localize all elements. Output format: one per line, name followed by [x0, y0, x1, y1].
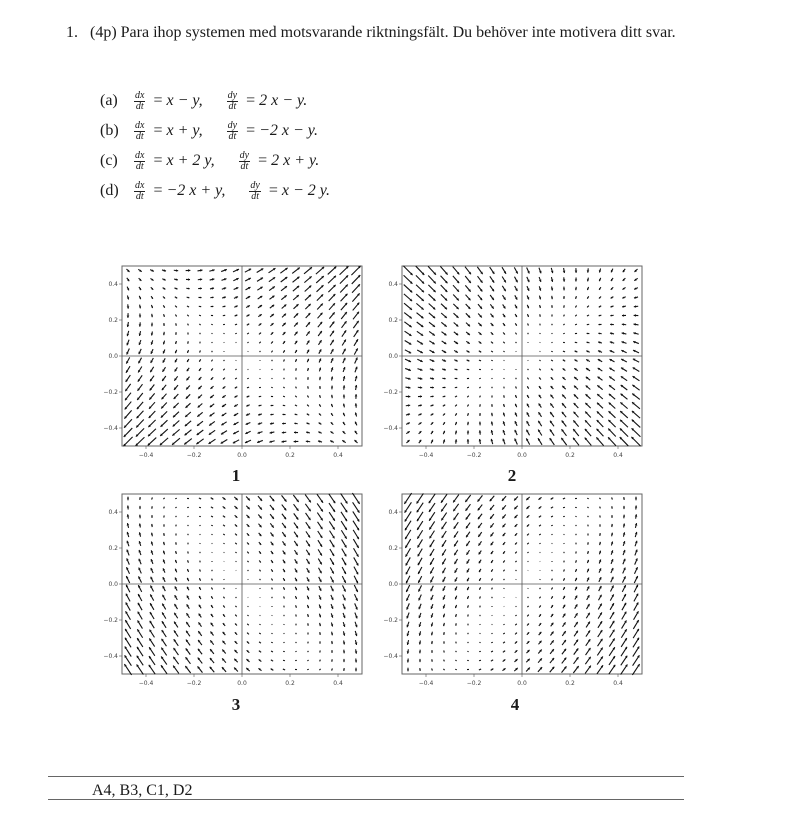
y-tick-label: −0.2: [383, 389, 398, 396]
system-item: (a) $\frac{dx}{dt}$ = x − y, $\frac{dy}{dt}$ = 2 x − y.: [100, 89, 308, 112]
y-tick-label: 0.2: [388, 545, 398, 552]
dydt-fraction: $\frac{dy}{dt}$: [227, 119, 238, 142]
system-item: (c) $\frac{dx}{dt}$ = x + 2 y, $\frac{dy}{dt}$ = 2 x + y.: [100, 149, 320, 172]
answer-bottom-rule: [48, 799, 684, 800]
plot-3: [100, 488, 370, 688]
plot-label-3: 3: [231, 695, 241, 714]
x-tick-label: 0.4: [613, 452, 623, 459]
x-tick-label: −0.2: [466, 680, 482, 687]
y-tick-label: 0.0: [388, 353, 398, 360]
y-tick-label: −0.4: [103, 653, 118, 660]
system-label: (b): [100, 122, 119, 139]
y-tick-label: −0.2: [383, 617, 398, 624]
dydt-fraction: $\frac{dy}{dt}$: [227, 89, 238, 112]
problem-text: (4p) Para ihop systemen med motsvarande riktningsfält. Du behöver inte motivera ditt svar.: [90, 24, 676, 41]
system-item: (d) $\frac{dx}{dt}$ = −2 x + y, $\frac{dy}{dt}$ = x − 2 y.: [100, 179, 331, 202]
x-tick-label: 0.0: [237, 452, 247, 459]
y-tick-label: 0.0: [388, 581, 398, 588]
y-tick-label: 0.4: [388, 509, 398, 516]
system-label: (a): [100, 92, 118, 109]
dxdt-fraction: $\frac{dx}{dt}$: [135, 179, 145, 202]
plot-4: [380, 488, 650, 688]
plot-1: [100, 260, 370, 460]
dxdt-fraction: $\frac{dx}{dt}$: [135, 119, 145, 142]
answer-top-rule: [48, 776, 684, 777]
dx-rhs: x − y,: [166, 92, 203, 109]
x-tick-label: 0.2: [285, 452, 295, 459]
x-tick-label: −0.4: [138, 680, 154, 687]
y-tick-label: 0.2: [108, 317, 118, 324]
system-list: [100, 86, 330, 206]
x-tick-label: −0.2: [186, 680, 202, 687]
system-item: (b) $\frac{dx}{dt}$ = x + y, $\frac{dy}{dt}$ = −2 x − y.: [100, 119, 319, 142]
dx-rhs: x + 2 y,: [166, 152, 215, 169]
dxdt-fraction: $\frac{dx}{dt}$: [135, 89, 145, 112]
problem-number: 1.: [66, 24, 78, 41]
dy-rhs: −2 x − y.: [259, 122, 319, 139]
problem-statement: [66, 22, 706, 44]
dx-rhs: −2 x + y,: [166, 182, 226, 199]
x-tick-label: 0.2: [285, 680, 295, 687]
y-tick-label: −0.2: [103, 389, 118, 396]
plot-label-4: 4: [510, 695, 520, 714]
y-tick-label: 0.4: [388, 281, 398, 288]
x-tick-label: −0.2: [466, 452, 482, 459]
x-tick-label: −0.2: [186, 452, 202, 459]
y-tick-label: −0.4: [383, 653, 398, 660]
y-tick-label: −0.2: [103, 617, 118, 624]
x-tick-label: −0.4: [138, 452, 154, 459]
x-tick-label: −0.4: [418, 680, 434, 687]
y-tick-label: 0.0: [108, 353, 118, 360]
y-tick-label: −0.4: [383, 425, 398, 432]
dydt-fraction: $\frac{dy}{dt}$: [250, 179, 260, 202]
plot-2: [380, 260, 650, 460]
x-tick-label: 0.2: [565, 452, 575, 459]
dy-rhs: 2 x + y.: [271, 152, 320, 169]
y-tick-label: 0.0: [108, 581, 118, 588]
system-label: (c): [100, 152, 118, 169]
y-tick-label: 0.2: [108, 545, 118, 552]
x-tick-label: 0.0: [517, 680, 527, 687]
x-tick-label: 0.0: [237, 680, 247, 687]
dy-rhs: x − 2 y.: [281, 182, 331, 199]
y-tick-label: 0.2: [388, 317, 398, 324]
x-tick-label: 0.0: [517, 452, 527, 459]
y-tick-label: 0.4: [108, 281, 118, 288]
plot-label-1: 1: [231, 466, 241, 485]
x-tick-label: 0.4: [333, 680, 343, 687]
dydt-fraction: $\frac{dy}{dt}$: [239, 149, 250, 172]
dx-rhs: x + y,: [166, 122, 203, 139]
dxdt-fraction: $\frac{dx}{dt}$: [135, 149, 145, 172]
system-label: (d): [100, 182, 119, 199]
x-tick-label: 0.4: [333, 452, 343, 459]
x-tick-label: 0.2: [565, 680, 575, 687]
x-tick-label: 0.4: [613, 680, 623, 687]
answer-text: A4, B3, C1, D2: [92, 782, 193, 799]
dy-rhs: 2 x − y.: [259, 92, 308, 109]
plot-label-2: 2: [507, 466, 517, 485]
y-tick-label: −0.4: [103, 425, 118, 432]
x-tick-label: −0.4: [418, 452, 434, 459]
y-tick-label: 0.4: [108, 509, 118, 516]
